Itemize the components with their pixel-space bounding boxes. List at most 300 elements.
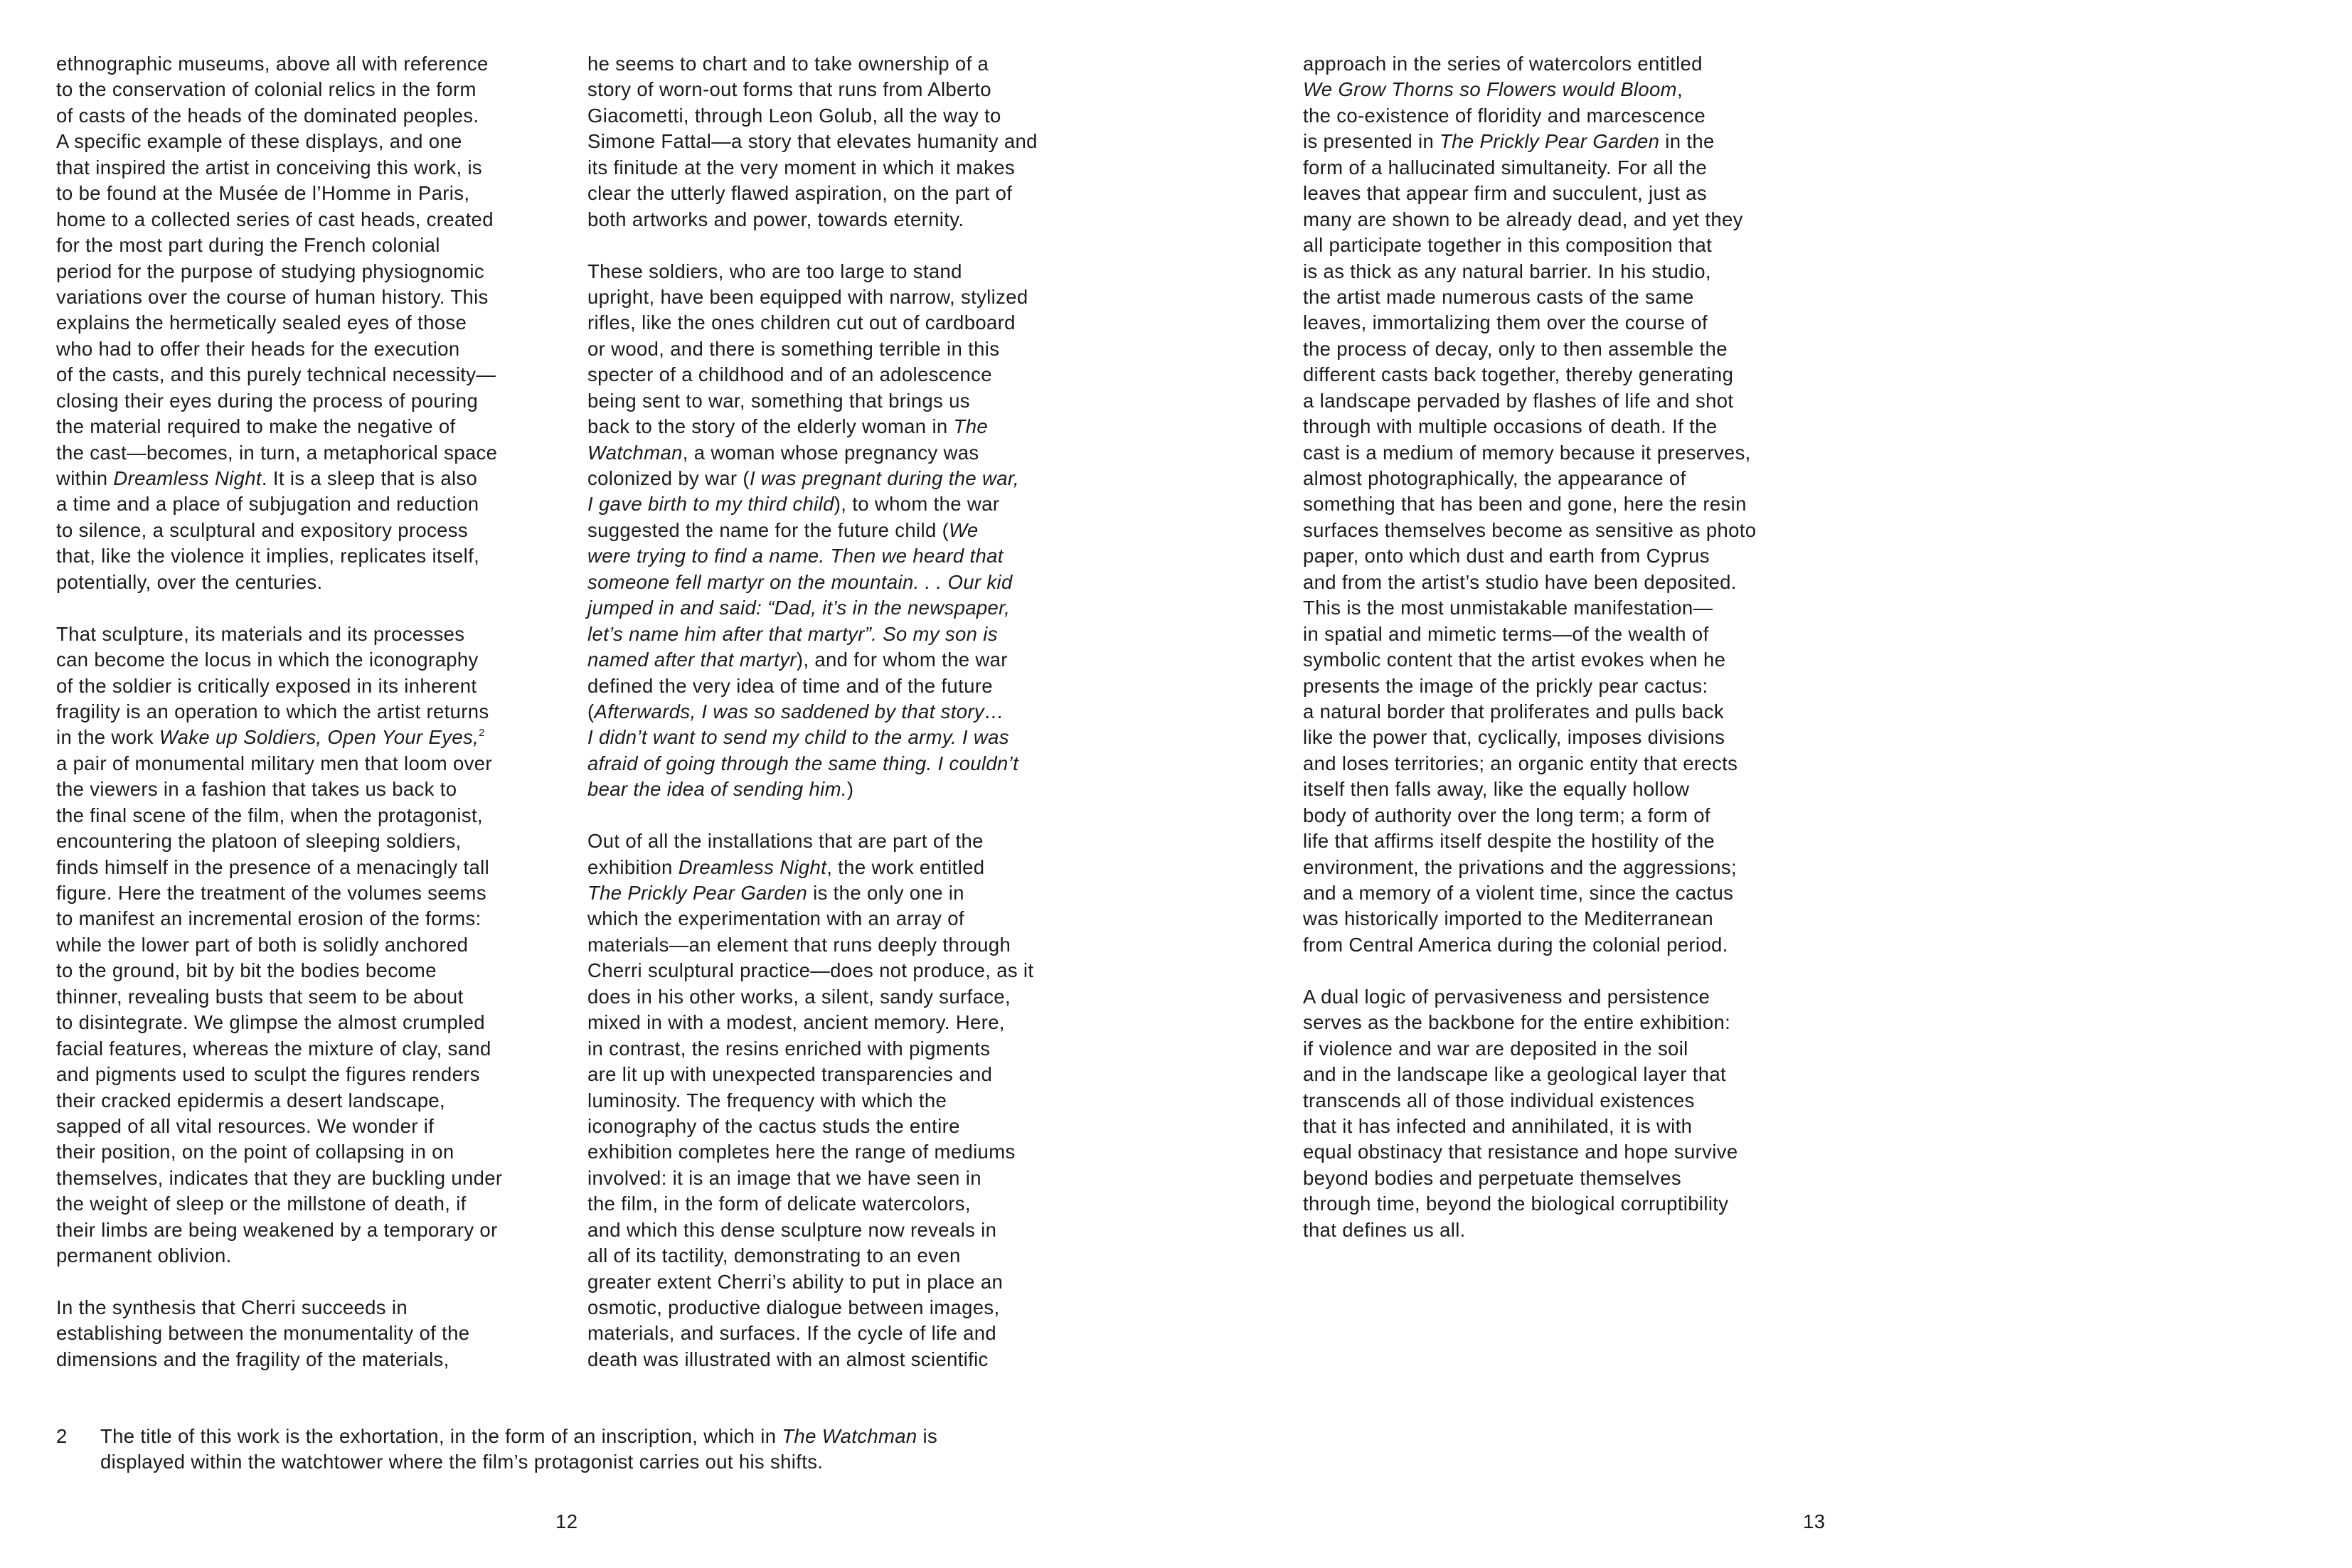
text-run: finds himself in the presence of a menacingly tall [56, 855, 490, 878]
text-run: the material required to make the negative of [56, 415, 456, 438]
text-line [1303, 1088, 1756, 1114]
text-run: period for the purpose of studying physiognomic [56, 260, 484, 282]
text-run: Simone Fattal—a story that elevates humanity and [587, 130, 1038, 153]
text-line [56, 673, 502, 699]
text-run: back to the story of the elderly woman in [587, 415, 954, 438]
text-line [56, 751, 502, 777]
text-line [56, 362, 502, 388]
text-run: figure. Here the treatment of the volumes seems [56, 882, 486, 904]
text-run: something that has been and gone, here the resin [1303, 493, 1747, 516]
text-run: and loses territories; an organic entity that erects [1303, 752, 1738, 774]
text-run: symbolic content that the artist evokes when he [1303, 649, 1726, 671]
text-run: and in the landscape like a geological layer that [1303, 1063, 1727, 1086]
text-line [587, 1243, 1038, 1269]
text-line [56, 1347, 502, 1372]
text-line [587, 103, 1038, 129]
text-run: beyond bodies and perpetuate themselves [1303, 1166, 1681, 1189]
text-line [56, 440, 502, 466]
text-run: These soldiers, who are too large to stand [587, 260, 962, 282]
footnote-reference: 2 [479, 727, 485, 740]
text-run: does in his other works, a silent, sandy surface, [587, 985, 1011, 1008]
text-run: presents the image of the prickly pear cactus: [1303, 674, 1708, 697]
text-line [1303, 1010, 1756, 1035]
text-line [1303, 155, 1756, 181]
text-line [587, 1217, 1038, 1243]
text-line [1303, 595, 1756, 621]
italic-title: I gave birth to my third child [587, 493, 834, 516]
text-run: involved: it is an image that we have seen in [587, 1166, 981, 1189]
text-line [1303, 932, 1756, 958]
text-run: home to a collected series of cast heads, created [56, 208, 494, 230]
text-run: their limbs are being weakened by a temporary or [56, 1218, 498, 1241]
text-line [587, 1036, 1038, 1062]
left-page-column-1 [56, 51, 502, 1372]
paragraph-break [56, 595, 502, 621]
text-line [1303, 1036, 1756, 1062]
text-line [587, 751, 1038, 777]
text-run: displayed within the watchtower where the film’s protagonist carries out his shifts. [100, 1451, 824, 1473]
paragraph-break [1303, 958, 1756, 983]
page-number-left: 12 [555, 1510, 578, 1532]
text-run: paper, onto which dust and earth from Cyprus [1303, 545, 1710, 567]
text-line [1303, 129, 1756, 154]
text-line [56, 1139, 502, 1165]
text-run: A dual logic of pervasiveness and persistence [1303, 985, 1710, 1008]
text-run: was historically imported to the Mediterranean [1303, 907, 1714, 930]
text-run: he seems to chart and to take ownership of a [587, 53, 989, 75]
italic-title: jumped in and said: “Dad, it’s in the newspaper, [587, 597, 1011, 619]
text-line [587, 958, 1038, 983]
text-line [1303, 1114, 1756, 1139]
text-line [1303, 440, 1756, 466]
text-line [56, 336, 502, 362]
text-line [100, 1449, 937, 1475]
text-run: to the ground, bit by bit the bodies become [56, 959, 437, 982]
italic-title: afraid of going through the same thing. I couldn’t [587, 752, 1019, 774]
text-line [56, 622, 502, 647]
text-line [1303, 181, 1756, 206]
text-line [1303, 570, 1756, 595]
text-line [56, 259, 502, 284]
text-run: a landscape pervaded by flashes of life and shot [1303, 389, 1734, 412]
text-line [56, 103, 502, 129]
text-run: greater extent Cherri’s ability to put in place an [587, 1270, 1004, 1293]
text-line [56, 725, 502, 750]
text-line [587, 777, 1038, 802]
text-line [56, 77, 502, 102]
text-run: that, like the violence it implies, replicates itself, [56, 545, 480, 567]
text-run: to manifest an incremental erosion of the forms: [56, 907, 481, 930]
text-line [1303, 414, 1756, 439]
text-line [587, 906, 1038, 932]
italic-title: Dreamless Night [678, 855, 827, 878]
text-run: luminosity. The frequency with which the [587, 1089, 947, 1111]
text-run: and pigments used to sculpt the figures renders [56, 1063, 480, 1086]
text-run: the co-existence of floridity and marcescence [1303, 104, 1706, 127]
text-run: materials, and surfaces. If the cycle of life and [587, 1322, 997, 1345]
text-run: upright, have been equipped with narrow, stylized [587, 285, 1028, 308]
text-line [1303, 362, 1756, 388]
text-run: equal obstinacy that resistance and hope survive [1303, 1141, 1738, 1163]
text-line [587, 1269, 1038, 1295]
text-run: rifles, like the ones children cut out of cardboard [587, 311, 1016, 334]
footnote-number: 2 [56, 1425, 68, 1447]
text-line [587, 336, 1038, 362]
text-run: and which this dense sculpture now reveals in [587, 1218, 997, 1241]
italic-title: someone fell martyr on the mountain. . . Our kid [587, 570, 1013, 593]
text-run: that defines us all. [1303, 1218, 1466, 1241]
text-run: for the most part during the French colonial [56, 234, 440, 257]
text-line [56, 803, 502, 828]
text-line [587, 647, 1038, 673]
text-run: explains the hermetically sealed eyes of those [56, 311, 467, 334]
text-line [56, 491, 502, 517]
text-line [587, 362, 1038, 388]
text-line [56, 518, 502, 543]
text-run: who had to offer their heads for the execution [56, 337, 460, 360]
text-line [56, 129, 502, 154]
text-run: a pair of monumental military men that loom over [56, 752, 492, 774]
text-line [587, 440, 1038, 466]
text-line [56, 1088, 502, 1114]
text-line [56, 414, 502, 439]
text-line [1303, 880, 1756, 906]
text-line [56, 233, 502, 258]
text-run: many are shown to be already dead, and yet they [1303, 208, 1743, 230]
text-run: or wood, and there is something terrible in this [587, 337, 1000, 360]
text-line [587, 181, 1038, 206]
text-line [56, 1036, 502, 1062]
text-line [56, 828, 502, 854]
text-line [587, 284, 1038, 310]
text-run: Giacometti, through Leon Golub, all the way to [587, 104, 1001, 127]
text-line [1303, 984, 1756, 1010]
text-run: in spatial and mimetic terms—of the wealth of [1303, 622, 1709, 645]
italic-title: The Watchman [782, 1425, 917, 1447]
text-run: and from the artist’s studio have been deposited. [1303, 570, 1737, 593]
text-run: permanent oblivion. [56, 1244, 232, 1267]
text-run: ethnographic museums, above all with reference [56, 53, 489, 75]
italic-title: We [949, 518, 979, 541]
text-line [56, 880, 502, 906]
text-run: the viewers in a fashion that takes us back to [56, 778, 457, 801]
text-line [587, 491, 1038, 517]
text-line [1303, 51, 1756, 77]
italic-title: bear the idea of sending him. [587, 778, 847, 801]
text-run: in contrast, the resins enriched with pigments [587, 1037, 991, 1060]
text-run: surfaces themselves become as sensitive as photo [1303, 518, 1757, 541]
text-line [587, 880, 1038, 906]
text-run: life that affirms itself despite the hostility of the [1303, 830, 1715, 853]
text-run: variations over the course of human history. This [56, 285, 489, 308]
text-line [587, 207, 1038, 233]
text-run: body of authority over the long term; a form of [1303, 804, 1710, 826]
text-line [1303, 725, 1756, 750]
text-line [56, 207, 502, 233]
text-line [56, 155, 502, 181]
text-run: in the work [56, 726, 159, 749]
text-line [1303, 647, 1756, 673]
text-line [56, 777, 502, 802]
text-line [1303, 284, 1756, 310]
text-run: can become the locus in which the iconography [56, 649, 479, 671]
text-run: suggested the name for the future child ( [587, 518, 949, 541]
text-run: all of its tactility, demonstrating to an even [587, 1244, 961, 1267]
text-run: fragility is an operation to which the artist returns [56, 700, 489, 722]
text-line [1303, 388, 1756, 414]
text-line [587, 1321, 1038, 1346]
text-run: the film, in the form of delicate watercolors, [587, 1193, 971, 1215]
text-run: facial features, whereas the mixture of clay, sand [56, 1037, 491, 1060]
text-line [587, 1347, 1038, 1372]
text-run: almost photographically, the appearance of [1303, 467, 1686, 489]
paragraph-break [587, 803, 1038, 828]
text-run: is [917, 1425, 938, 1447]
text-line [1303, 466, 1756, 491]
text-run: is the only one in [807, 882, 964, 904]
text-run: potentially, over the centuries. [56, 570, 323, 593]
text-line [1303, 699, 1756, 725]
text-run: ), and for whom the war [796, 649, 1008, 671]
text-line [587, 595, 1038, 621]
footnote-text [100, 1424, 937, 1476]
text-run: ( [587, 700, 595, 722]
text-line [587, 543, 1038, 569]
text-run: exhibition completes here the range of mediums [587, 1141, 1016, 1163]
text-line [587, 388, 1038, 414]
text-run: itself then falls away, like the equally hollow [1303, 778, 1690, 801]
text-line [56, 1217, 502, 1243]
italic-title: The Prickly Pear Garden [587, 882, 808, 904]
text-run: in the [1659, 130, 1715, 153]
text-line [1303, 777, 1756, 802]
text-line [1303, 77, 1756, 102]
text-line [587, 129, 1038, 154]
text-run: serves as the backbone for the entire exhibition: [1303, 1011, 1731, 1034]
text-run: In the synthesis that Cherri succeeds in [56, 1296, 408, 1318]
text-line [1303, 207, 1756, 233]
text-line [1303, 518, 1756, 543]
text-run: establishing between the monumentality of the [56, 1322, 470, 1345]
text-run: that it has infected and annihilated, it is with [1303, 1114, 1693, 1137]
text-run: leaves that appear firm and succulent, just as [1303, 182, 1707, 205]
text-run: like the power that, cyclically, imposes divisions [1303, 726, 1725, 749]
text-run: being sent to war, something that brings us [587, 389, 970, 412]
text-line [56, 699, 502, 725]
text-run: A specific example of these displays, and one [56, 130, 462, 153]
text-line [587, 259, 1038, 284]
text-line [587, 725, 1038, 750]
text-run: osmotic, productive dialogue between images, [587, 1296, 1000, 1318]
text-line [56, 284, 502, 310]
footnote [56, 1424, 938, 1501]
text-line [1303, 336, 1756, 362]
text-line [1303, 103, 1756, 129]
text-line [587, 310, 1038, 336]
text-line [587, 855, 1038, 880]
text-run: encountering the platoon of sleeping soldiers, [56, 830, 462, 853]
text-run: The title of this work is the exhortation, in the form of an inscription, which in [100, 1425, 782, 1447]
page-number-right: 13 [1803, 1510, 1826, 1532]
text-line [587, 1166, 1038, 1191]
text-line [587, 1010, 1038, 1035]
text-run: environment, the privations and the aggressions; [1303, 855, 1737, 878]
text-run: through time, beyond the biological corruptibility [1303, 1193, 1729, 1215]
text-run: , the work entitled [826, 855, 985, 878]
text-run: a time and a place of subjugation and reduction [56, 493, 479, 516]
text-run: to the conservation of colonial relics in the form [56, 78, 477, 101]
text-line [56, 1062, 502, 1087]
text-run: to be found at the Musée de l’Homme in Paris, [56, 182, 470, 205]
text-run: the weight of sleep or the millstone of death, if [56, 1193, 467, 1215]
paragraph-break [56, 1269, 502, 1295]
text-run: closing their eyes during the process of pouring [56, 389, 479, 412]
text-run: That sculpture, its materials and its processes [56, 622, 465, 645]
text-run: approach in the series of watercolors entitled [1303, 53, 1703, 75]
text-line [56, 543, 502, 569]
text-run: colonized by war ( [587, 467, 750, 489]
text-line [56, 1166, 502, 1191]
text-run: mixed in with a modest, ancient memory. Here, [587, 1011, 1005, 1034]
text-run: all participate together in this composition that [1303, 234, 1713, 257]
text-line [1303, 259, 1756, 284]
text-line [587, 1114, 1038, 1139]
text-run: dimensions and the fragility of the materials, [56, 1348, 449, 1370]
text-run: This is the most unmistakable manifestation— [1303, 597, 1713, 619]
text-run: which the experimentation with an array of [587, 907, 964, 930]
text-line [587, 77, 1038, 102]
text-run: of the casts, and this purely technical necessity— [56, 363, 496, 386]
text-run: . It is a sleep that is also [261, 467, 478, 489]
text-line [1303, 1217, 1756, 1243]
text-line [100, 1424, 937, 1449]
text-line [56, 466, 502, 491]
text-line [56, 1191, 502, 1217]
text-run: its finitude at the very moment in which it makes [587, 156, 1016, 178]
text-run: while the lower part of both is solidly anchored [56, 933, 469, 956]
italic-title: named after that martyr [587, 649, 797, 671]
text-line [1303, 906, 1756, 932]
text-run: that inspired the artist in conceiving this work, is [56, 156, 483, 178]
text-run: story of worn-out forms that runs from Alberto [587, 78, 991, 101]
text-line [587, 1191, 1038, 1217]
text-run: Out of all the installations that are part of the [587, 830, 984, 853]
text-run: within [56, 467, 114, 489]
text-line [1303, 543, 1756, 569]
text-line [587, 155, 1038, 181]
text-line [1303, 828, 1756, 854]
text-run: the cast—becomes, in turn, a metaphorical space [56, 441, 498, 464]
text-run: Cherri sculptural practice—does not produce, as it [587, 959, 1034, 982]
text-line [56, 570, 502, 595]
text-line [56, 984, 502, 1010]
text-line [587, 1295, 1038, 1321]
text-line [1303, 803, 1756, 828]
text-line [1303, 491, 1756, 517]
italic-title: Dreamless Night [113, 467, 262, 489]
paragraph-break [587, 233, 1038, 258]
text-line [1303, 1166, 1756, 1191]
text-run: cast is a medium of memory because it preserves, [1303, 441, 1751, 464]
text-line [1303, 1191, 1756, 1217]
text-run: themselves, indicates that they are buckling under [56, 1166, 503, 1189]
italic-title: were trying to find a name. Then we heard that [587, 545, 1004, 567]
text-line [56, 1295, 502, 1321]
italic-title: The Prickly Pear Garden [1440, 130, 1660, 153]
text-line [587, 932, 1038, 958]
text-run: a natural border that proliferates and pulls back [1303, 700, 1724, 722]
text-run: from Central America during the colonial period. [1303, 933, 1728, 956]
text-line [56, 1114, 502, 1139]
text-line [1303, 622, 1756, 647]
text-run: through with multiple occasions of death. If the [1303, 415, 1718, 438]
text-run: transcends all of those individual existences [1303, 1089, 1695, 1111]
text-run: their cracked epidermis a desert landscape, [56, 1089, 445, 1111]
text-line [56, 855, 502, 880]
text-run: to disintegrate. We glimpse the almost crumpled [56, 1011, 485, 1034]
text-line [1303, 751, 1756, 777]
text-line [587, 622, 1038, 647]
text-line [587, 1062, 1038, 1087]
text-line [56, 310, 502, 336]
text-line [56, 1243, 502, 1269]
text-line [1303, 855, 1756, 880]
text-run: sapped of all vital resources. We wonder if [56, 1114, 435, 1137]
italic-title: Watchman [587, 441, 683, 464]
text-line [1303, 233, 1756, 258]
text-run: their position, on the point of collapsing in on [56, 1141, 454, 1163]
text-line [56, 1010, 502, 1035]
text-run: exhibition [587, 855, 679, 878]
text-line [56, 181, 502, 206]
italic-title: I was pregnant during the war, [749, 467, 1019, 489]
text-line [1303, 673, 1756, 699]
text-run: are lit up with unexpected transparencies and [587, 1063, 993, 1086]
text-line [56, 932, 502, 958]
text-run: death was illustrated with an almost scientific [587, 1348, 989, 1370]
text-run: , [1676, 78, 1683, 101]
text-line [56, 51, 502, 77]
text-run: if violence and war are deposited in the soil [1303, 1037, 1688, 1060]
text-line [587, 1139, 1038, 1165]
text-run: clear the utterly flawed aspiration, on the part of [587, 182, 1013, 205]
text-line [587, 1088, 1038, 1114]
text-run: is presented in [1303, 130, 1440, 153]
italic-title: Afterwards, I was so saddened by that story… [594, 700, 1004, 722]
text-line [587, 673, 1038, 699]
text-run: the process of decay, only to then assemble the [1303, 337, 1728, 360]
text-line [587, 984, 1038, 1010]
text-run: leaves, immortalizing them over the course of [1303, 311, 1708, 334]
text-run: of casts of the heads of the dominated peoples. [56, 104, 479, 127]
text-run: different casts back together, thereby generating [1303, 363, 1734, 386]
text-run: the artist made numerous casts of the same [1303, 285, 1694, 308]
italic-title: let’s name him after that martyr”. So my son is [587, 622, 998, 645]
italic-title: I didn’t want to send my child to the army. I was [587, 726, 1009, 749]
text-line [587, 466, 1038, 491]
text-line [1303, 1062, 1756, 1087]
italic-title: Wake up Soldiers, Open Your Eyes, [159, 726, 479, 749]
text-line [1303, 310, 1756, 336]
text-line [587, 699, 1038, 725]
text-line [56, 906, 502, 932]
text-run: ) [846, 778, 854, 801]
text-run: of the soldier is critically exposed in its inherent [56, 674, 477, 697]
text-line [587, 518, 1038, 543]
italic-title: We Grow Thorns so Flowers would Bloom [1303, 78, 1677, 101]
text-run: is as thick as any natural barrier. In his studio, [1303, 260, 1711, 282]
text-line [56, 958, 502, 983]
